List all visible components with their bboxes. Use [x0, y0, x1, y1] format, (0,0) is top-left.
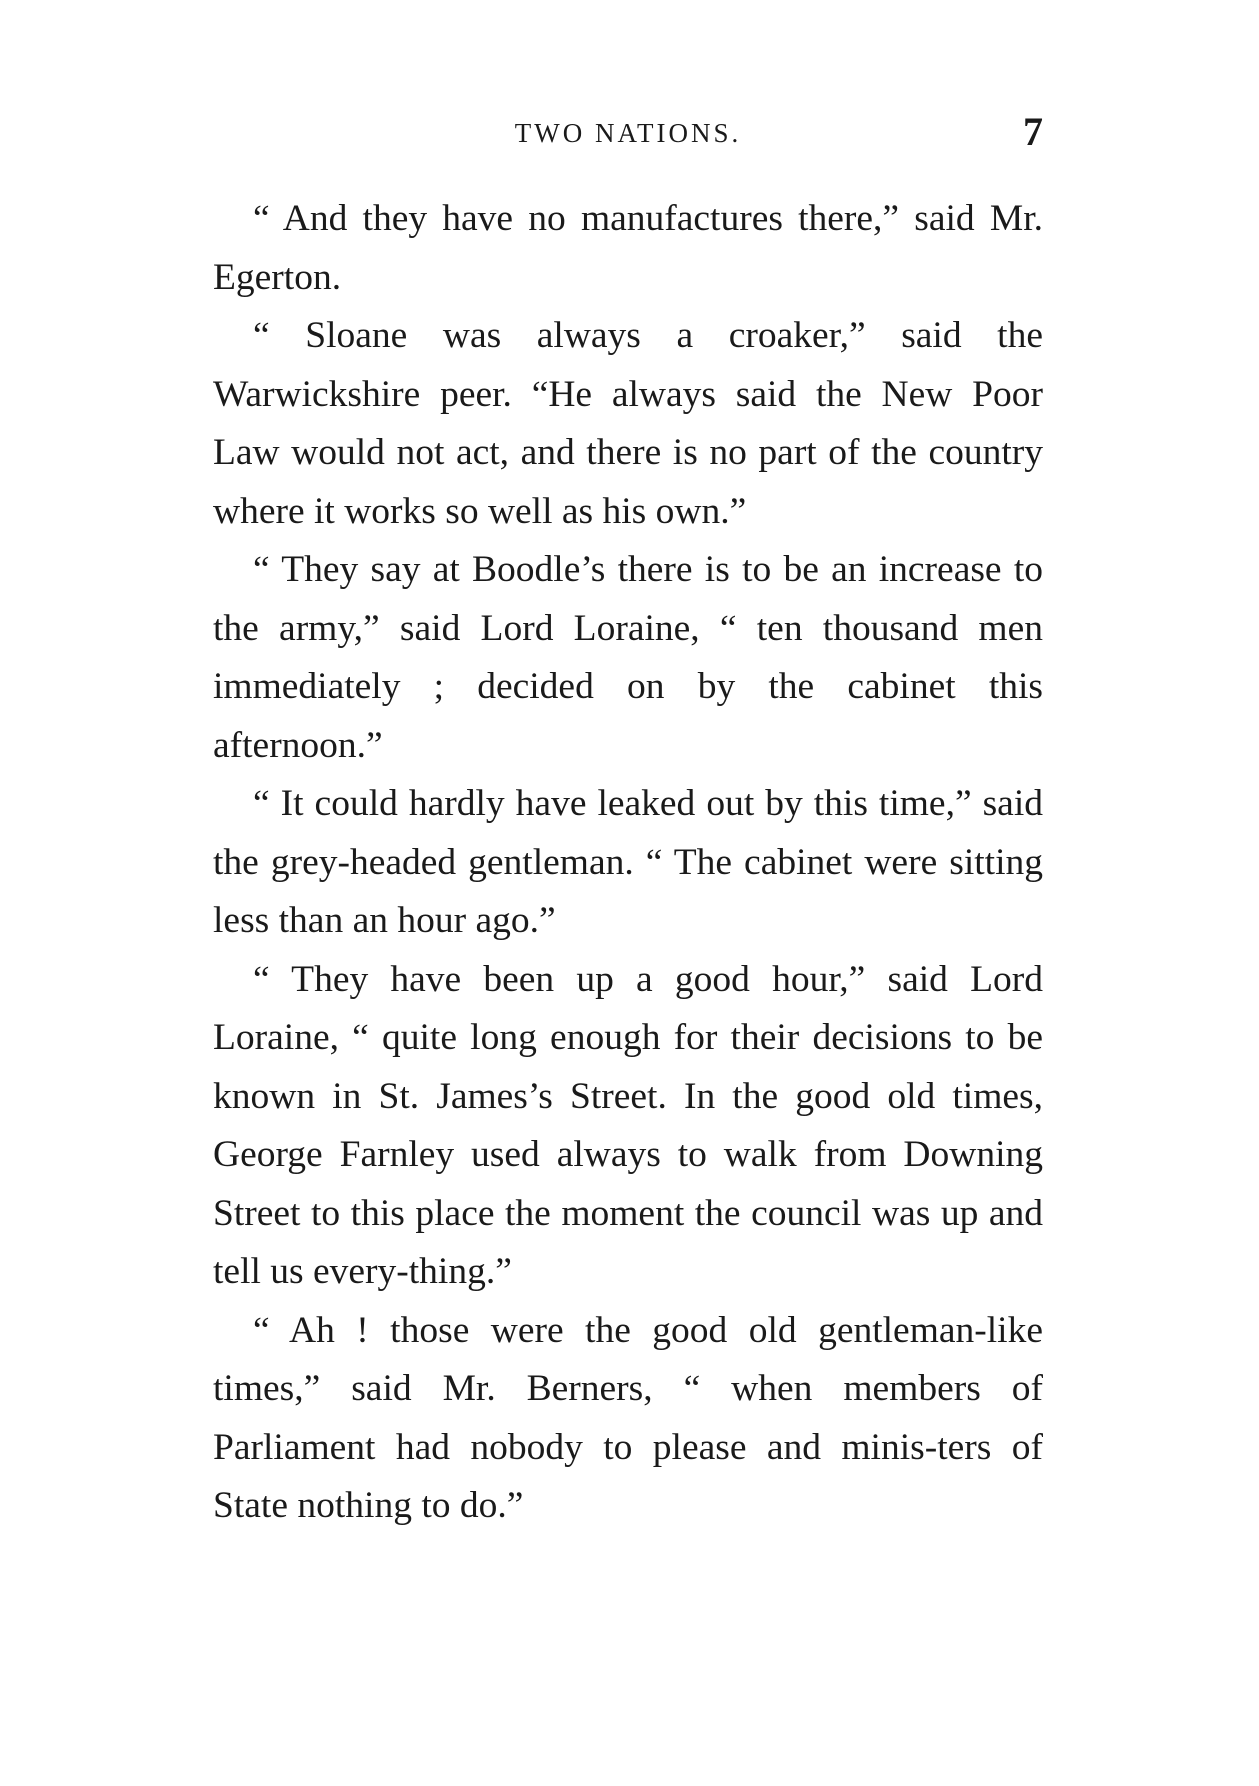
paragraph: “ It could hardly have leaked out by this time,” said the grey-headed gentleman. “ The cabinet were sitting less than an hour ago.” — [213, 783, 1043, 941]
paragraph: “ Ah ! those were the good old gentleman-like times,” said Mr. Berners, “ when members of Parliament had nobody to please and minis-ters of State nothing to do.” — [213, 1309, 1043, 1526]
paragraph: “ They have been up a good hour,” said Lord Loraine, “ quite long enough for their decisions to be known in St. James’s Street. In the good old times, George Farnley used always to walk from Downing Street to this place the moment the council was up and tell us every-thing.” — [213, 958, 1043, 1292]
paragraph: “ Sloane was always a croaker,” said the Warwickshire peer. “He always said the New Poor Law would not act, and there is no part of the country where it works so well as his own.” — [213, 315, 1043, 532]
running-title: TWO NATIONS. — [514, 118, 742, 148]
body-text — [213, 190, 1043, 1536]
running-head — [213, 109, 1043, 158]
paragraph: “ They say at Boodle’s there is to be an increase to the army,” said Lord Loraine, “ ten thousand men immediately ; decided on by the cabinet this afternoon.” — [213, 549, 1043, 766]
paragraph: “ And they have no manufactures there,” said Mr. Egerton. — [213, 198, 1043, 298]
page-number: 7 — [1023, 109, 1043, 154]
